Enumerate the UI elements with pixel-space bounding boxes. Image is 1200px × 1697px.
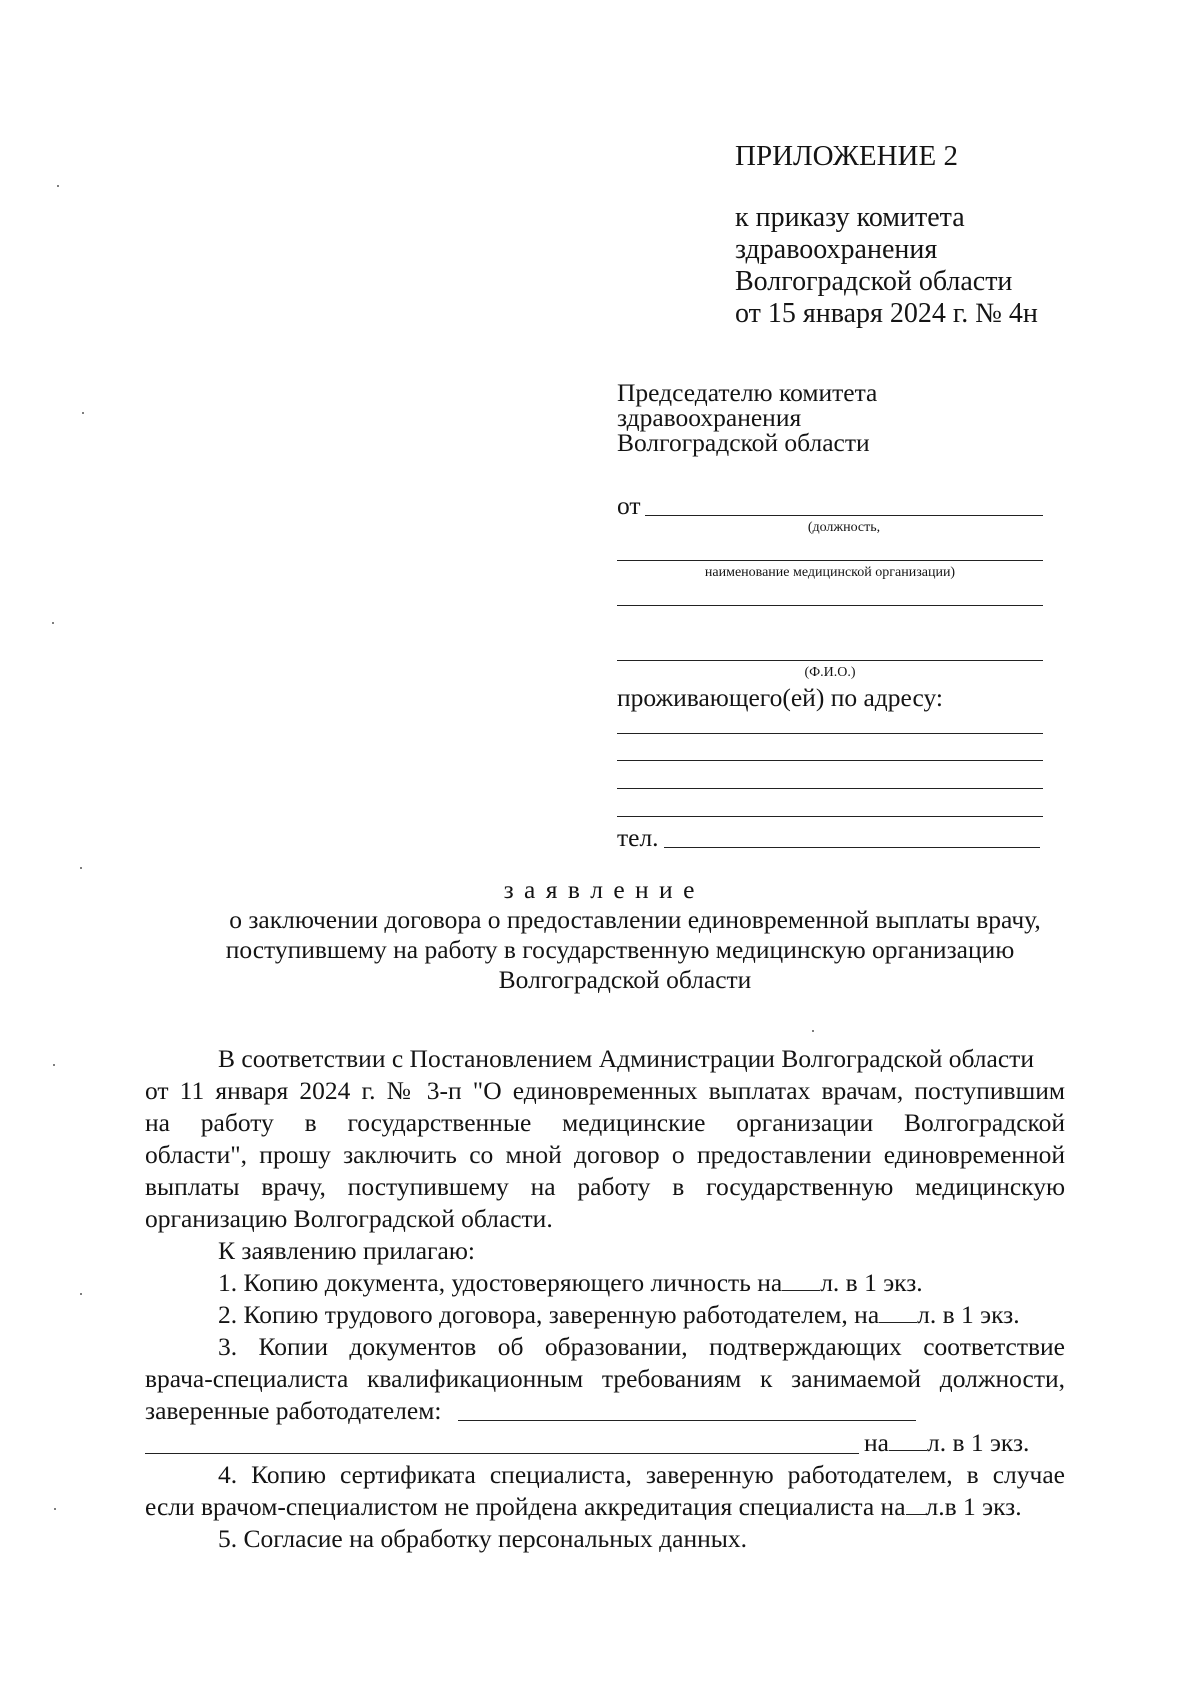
position-blank-line — [645, 515, 1043, 516]
addressee-line-1: Председателю комитета — [617, 378, 878, 407]
attachment-item-1-blank — [782, 1270, 820, 1291]
address-blank-line-1 — [617, 733, 1043, 734]
address-blank-line-2 — [617, 760, 1043, 761]
body-para-line-5: выплаты врачу, поступившему на работу в государственную медицинскую — [145, 1172, 1065, 1201]
document-heading: з а я в л е н и е — [503, 875, 697, 904]
attachment-item-3-on: на — [864, 1428, 889, 1457]
fio-blank-line — [617, 660, 1043, 661]
attachment-item-4-blank — [906, 1494, 926, 1515]
body-para-line-2: от 11 января 2024 г. № 3-п "О единовременных выплатах врачам, поступившим — [145, 1076, 1065, 1105]
attachment-item-3-blank-2 — [145, 1453, 859, 1454]
attachment-item-5: 5. Согласие на обработку персональных данных. — [218, 1524, 748, 1553]
fio-caption: (Ф.И.О.) — [804, 665, 856, 680]
attachment-item-3-line-2: врача-специалиста квалификационным требованиям к занимаемой должности, — [145, 1364, 1065, 1393]
body-para-line-1: В соответствии с Постановлением Администрации Волгоградской области — [218, 1044, 1034, 1073]
attachment-item-3-blank-1 — [458, 1420, 916, 1421]
order-ref-line-1: к приказу комитета — [735, 202, 965, 233]
attachment-item-1-text: 1. Копию документа, удостоверяющего личность на — [218, 1268, 783, 1297]
attachment-item-3-line-1: 3. Копии документов об образовании, подтверждающих соответствие — [218, 1332, 1065, 1361]
body-para-line-4: области", прошу заключить со мной договор о предоставлении единовременной — [145, 1140, 1065, 1169]
residing-label: проживающего(ей) по адресу: — [617, 683, 943, 712]
phone-label: тел. — [617, 823, 659, 852]
address-blank-line-3 — [617, 788, 1043, 789]
attachment-item-4-suffix: л.в 1 экз. — [925, 1492, 1022, 1521]
attachment-item-2-text: 2. Копию трудового договора, заверенную работодателем, на — [218, 1300, 880, 1329]
scan-speck — [53, 1064, 55, 1066]
title-line-2: поступившему на работу в государственную медицинскую организацию — [225, 935, 1015, 964]
appendix-title: ПРИЛОЖЕНИЕ 2 — [735, 140, 958, 172]
attachment-item-3-tail — [864, 1428, 1029, 1458]
attachment-item-3-suffix: л. в 1 экз. — [926, 1428, 1030, 1457]
title-line-3: Волгоградской области — [498, 965, 752, 994]
order-ref-line-3: Волгоградской области — [735, 266, 1013, 297]
scan-speck — [82, 412, 84, 414]
attachment-item-2 — [218, 1300, 1020, 1330]
scan-speck — [54, 1508, 56, 1510]
attachment-item-1 — [218, 1268, 923, 1298]
scan-speck — [80, 1293, 82, 1295]
organization-caption: наименование медицинской организации) — [704, 565, 956, 580]
from-label: от — [617, 491, 641, 520]
attachment-item-4-line-2 — [145, 1492, 1022, 1522]
organization-blank-line — [617, 560, 1043, 561]
scan-speck — [52, 622, 54, 624]
scan-speck — [57, 185, 59, 187]
attachment-item-2-blank — [879, 1302, 917, 1323]
attachment-item-3-line-3: заверенные работодателем: — [145, 1396, 442, 1425]
title-line-1: о заключении договора о предоставлении единовременной выплаты врачу, — [229, 905, 1041, 934]
scan-speck — [812, 1030, 814, 1032]
body-para-line-3: на работу в государственные медицинские организации Волгоградской — [145, 1108, 1065, 1137]
scan-speck — [80, 867, 82, 869]
attachment-item-3-count-blank — [889, 1430, 927, 1451]
order-ref-line-2: здравоохранения — [735, 234, 938, 265]
attachment-item-2-suffix: л. в 1 экз. — [917, 1300, 1020, 1329]
order-ref-line-4: от 15 января 2024 г. № 4н — [735, 298, 1038, 329]
addressee-line-2: здравоохранения — [617, 403, 802, 432]
attachment-item-1-suffix: л. в 1 экз. — [820, 1268, 923, 1297]
position-caption: (должность, — [807, 520, 881, 535]
attachment-item-4-line-1: 4. Копию сертификата специалиста, заверенную работодателем, в случае — [218, 1460, 1065, 1489]
attachments-intro: К заявлению прилагаю: — [218, 1236, 475, 1265]
address-blank-line-4 — [617, 816, 1043, 817]
organization-blank-line-2 — [617, 605, 1043, 606]
addressee-line-3: Волгоградской области — [617, 428, 870, 457]
body-para-line-6: организацию Волгоградской области. — [145, 1204, 553, 1233]
phone-blank-line — [664, 847, 1040, 848]
attachment-item-4-text: если врачом-специалистом не пройдена аккредитация специалиста на — [145, 1492, 906, 1521]
